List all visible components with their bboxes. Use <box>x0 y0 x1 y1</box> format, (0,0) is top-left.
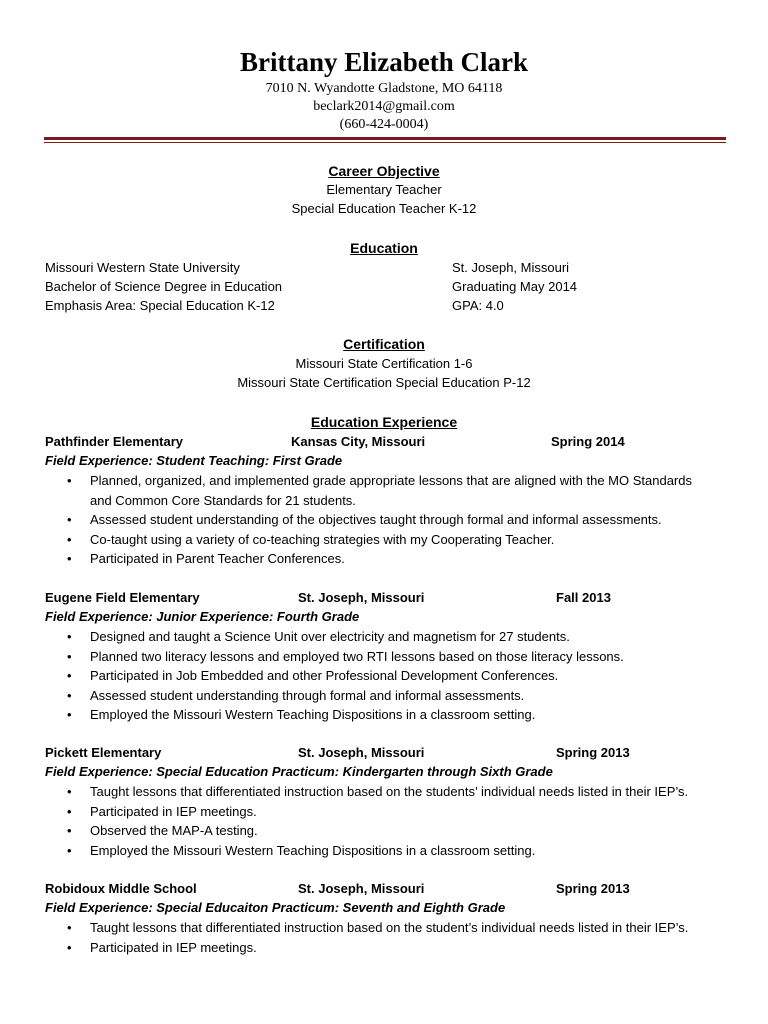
experience-term: Spring 2013 <box>556 745 630 760</box>
experience-school: Pickett Elementary <box>45 745 162 760</box>
experience-location: St. Joseph, Missouri <box>298 745 425 760</box>
list-item: • Taught lessons that differentiated instruction based on the student’s individual needs listed in their IEP’s. <box>0 918 768 938</box>
experience-bullet-list <box>0 471 768 569</box>
experience-bullet-list <box>0 782 768 860</box>
list-item: • Designed and taught a Science Unit over electricity and magnetism for 27 students. <box>0 627 768 647</box>
list-item: • Participated in IEP meetings. <box>0 938 768 958</box>
experience-entry-header <box>0 744 768 762</box>
list-item: • Participated in Parent Teacher Conferences. <box>0 549 768 569</box>
education-degree: Bachelor of Science Degree in Education <box>45 279 283 294</box>
experience-school: Pathfinder Elementary <box>45 434 183 449</box>
experience-term: Spring 2014 <box>551 434 625 449</box>
experience-school: Robidoux Middle School <box>45 881 197 896</box>
experience-heading: Education Experience <box>310 414 458 430</box>
experience-subtitle: Field Experience: Special Educaiton Practicum: Seventh and Eighth Grade <box>45 900 506 915</box>
experience-bullet-list <box>0 627 768 725</box>
list-item: • Planned two literacy lessons and employed two RTI lessons based on those literacy lessons. <box>0 647 768 667</box>
experience-subtitle: Field Experience: Junior Experience: Fourth Grade <box>45 609 360 624</box>
experience-subtitle: Field Experience: Student Teaching: First Grade <box>45 453 343 468</box>
header-divider-thick <box>44 137 726 140</box>
experience-school: Eugene Field Elementary <box>45 590 200 605</box>
list-item: • Assessed student understanding through formal and informal assessments. <box>0 686 768 706</box>
email-line: beclark2014@gmail.com <box>313 99 455 114</box>
certification-heading: Certification <box>343 336 425 352</box>
address-line: 7010 N. Wyandotte Gladstone, MO 64118 <box>265 81 503 96</box>
certification-line-2: Missouri State Certification Special Education P-12 <box>237 375 531 390</box>
list-item: • Participated in Job Embedded and other Professional Development Conferences. <box>0 666 768 686</box>
experience-location: St. Joseph, Missouri <box>298 590 425 605</box>
header-divider-thin <box>44 142 726 143</box>
education-heading: Education <box>350 240 418 256</box>
list-item: • Observed the MAP-A testing. <box>0 821 768 841</box>
experience-subtitle: Field Experience: Special Education Practicum: Kindergarten through Sixth Grade <box>45 764 553 779</box>
experience-term: Spring 2013 <box>556 881 630 896</box>
list-item: • Participated in IEP meetings. <box>0 802 768 822</box>
experience-term: Fall 2013 <box>556 590 611 605</box>
education-emphasis: Emphasis Area: Special Education K-12 <box>45 298 275 313</box>
education-university: Missouri Western State University <box>45 260 240 275</box>
list-item: • Taught lessons that differentiated instruction based on the students’ individual needs listed in their IEP’s. <box>0 782 768 802</box>
career-objective-heading: Career Objective <box>328 163 440 179</box>
list-item: • Assessed student understanding of the objectives taught through formal and informal assessments. <box>0 510 768 530</box>
objective-line-1: Elementary Teacher <box>326 182 442 197</box>
experience-entry-header <box>0 589 768 607</box>
candidate-name: Brittany Elizabeth Clark <box>240 47 528 77</box>
experience-location: St. Joseph, Missouri <box>298 881 425 896</box>
education-graduation: Graduating May 2014 <box>452 279 578 294</box>
experience-entry-header <box>0 433 768 451</box>
education-location: St. Joseph, Missouri <box>452 260 570 275</box>
list-item: • Employed the Missouri Western Teaching Dispositions in a classroom setting. <box>0 705 768 725</box>
experience-bullet-list <box>0 918 768 957</box>
list-item: • Co-taught using a variety of co-teaching strategies with my Cooperating Teacher. <box>0 530 768 550</box>
certification-line-1: Missouri State Certification 1-6 <box>295 356 473 371</box>
list-item: • Planned, organized, and implemented grade appropriate lessons that are aligned with the MO Standards and Common Core Standards for 21 students. <box>0 471 768 510</box>
experience-entry-header <box>0 880 768 898</box>
objective-line-2: Special Education Teacher K-12 <box>291 201 477 216</box>
experience-location: Kansas City, Missouri <box>291 434 426 449</box>
education-gpa: GPA: 4.0 <box>452 298 504 313</box>
phone-line: (660-424-0004) <box>339 117 429 132</box>
list-item: • Employed the Missouri Western Teaching Dispositions in a classroom setting. <box>0 841 768 861</box>
